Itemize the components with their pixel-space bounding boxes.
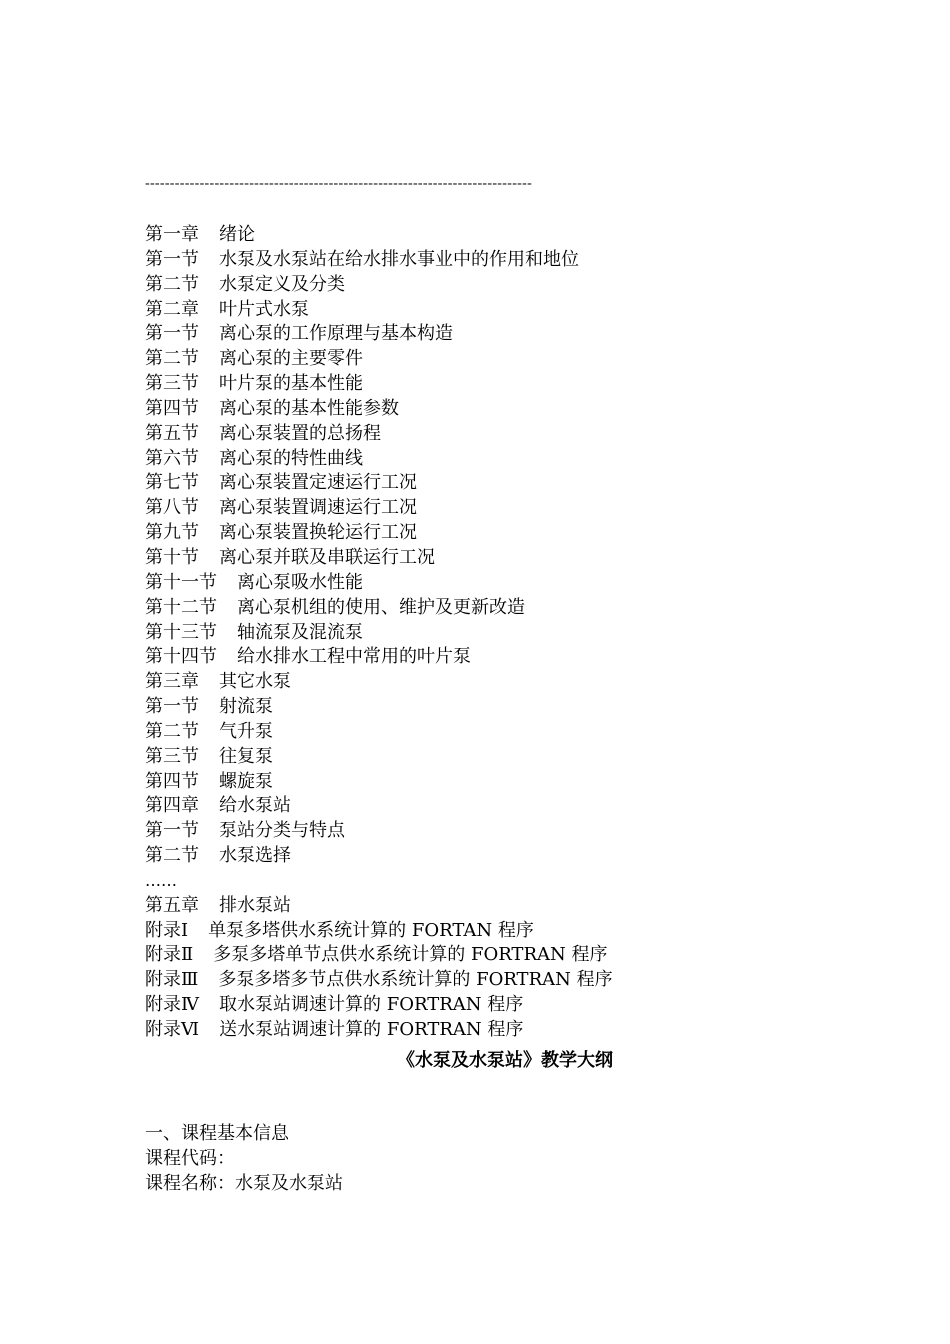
toc-entry-number: 第二章 [145,298,199,320]
toc-entry [145,496,613,521]
toc-entry [145,794,613,819]
toc-entry [145,1018,613,1043]
toc-entry-title: 离心泵的基本性能参数 [219,397,399,419]
toc-entry [145,248,613,273]
toc-entry [145,422,613,447]
toc-entry-number: 第十节 [145,546,199,568]
toc-entry [145,322,613,347]
toc-entry-number: 第九节 [145,522,199,544]
toc-entry [145,521,613,546]
toc-entry [145,844,613,869]
toc-entry-title: 叶片泵的基本性能 [219,373,363,395]
toc-entry-title: 离心泵吸水性能 [237,571,363,593]
toc-entry-number: 第七节 [145,472,199,494]
toc-entry-number: 第一节 [145,696,199,718]
toc-entry-title: 离心泵的主要零件 [219,348,363,370]
toc-entry [145,347,613,372]
toc-entry-number: 第一节 [145,323,199,345]
toc-entry [145,546,613,571]
toc-entry [145,447,613,472]
toc-entry-title: 水泵选择 [219,845,291,867]
toc-entry-title: 多泵多塔多节点供水系统计算的 FORTRAN 程序 [218,969,613,991]
toc-entry [145,397,613,422]
toc-entry [145,670,613,695]
toc-entry-number: 第五章 [145,894,199,916]
course-info [145,1121,343,1196]
toc-entry [145,471,613,496]
toc-entry [145,720,613,745]
toc-entry [145,770,613,795]
toc-entry-number: 第十二节 [145,596,217,618]
toc-entry-title: 叶片式水泵 [219,298,309,320]
toc-entry-title: 其它水泵 [219,671,291,693]
toc-entry-number: 第三节 [145,745,199,767]
course-info-line: 课程名称：水泵及水泵站 [145,1173,343,1194]
toc-ellipsis: …… [145,870,177,890]
toc-entry-number: 第八节 [145,497,199,519]
toc-entry-number: 第十三节 [145,621,217,643]
toc-entry-title: 送水泵站调速计算的 FORTRAN 程序 [219,1019,524,1040]
toc-entry-number: 附录Ⅵ [145,1019,200,1040]
toc-entry-number: 附录Ⅱ [145,944,194,966]
toc-entry-number: 第二节 [145,273,199,295]
course-info-line: 课程代码： [145,1148,235,1169]
toc-entry-title: 多泵多塔单节点供水系统计算的 FORTRAN 程序 [213,944,608,966]
toc-entry [145,645,613,670]
toc-entry-number: 第一节 [145,820,199,842]
syllabus-title: 《水泵及水泵站》教学大纲 [397,1050,613,1071]
toc-entry [145,298,613,323]
toc-entry-number: 第二节 [145,348,199,370]
toc-entry-title: 取水泵站调速计算的 FORTRAN 程序 [218,994,524,1016]
toc-entry-title: 轴流泵及混流泵 [237,621,363,643]
toc-entry [145,745,613,770]
toc-entry [145,919,613,944]
toc-entry-number: 附录Ⅳ [145,994,199,1016]
toc-entry-number: 附录Ⅰ [145,919,189,941]
toc-entry-title: 单泵多塔供水系统计算的 FORTAN 程序 [208,919,534,941]
table-of-contents [145,223,613,1043]
toc-entry-number: 第二节 [145,720,199,742]
toc-entry-title: 绪论 [219,224,255,245]
toc-entry-title: 水泵及水泵站在给水排水事业中的作用和地位 [219,248,579,270]
toc-entry [145,621,613,646]
toc-entry-number: 第一节 [145,248,199,270]
toc-entry-number: 第四章 [145,795,199,817]
toc-entry-title: 水泵定义及分类 [219,273,345,295]
toc-entry [145,993,613,1018]
toc-entry-title: 离心泵装置定速运行工况 [219,472,417,494]
toc-entry [145,869,613,894]
toc-entry [145,894,613,919]
toc-entry-title: 排水泵站 [219,894,291,916]
toc-entry-title: 离心泵的特性曲线 [219,447,363,469]
toc-entry-title: 离心泵装置调速运行工况 [219,497,417,519]
toc-entry-title: 往复泵 [219,745,273,767]
toc-entry-number: 第十一节 [145,571,217,593]
toc-entry-title: 离心泵装置的总扬程 [219,422,381,444]
toc-entry-title: 离心泵装置换轮运行工况 [219,522,417,544]
toc-entry [145,571,613,596]
course-info-line: 一、课程基本信息 [145,1123,289,1144]
toc-entry-number: 附录Ⅲ [145,969,199,991]
toc-entry-number: 第六节 [145,447,199,469]
divider-line: ------------------------------------------------------------------------------ [145,176,533,191]
toc-entry [145,596,613,621]
toc-entry-title: 给水泵站 [219,795,291,817]
toc-entry-number: 第五节 [145,422,199,444]
toc-entry [145,819,613,844]
toc-entry-title: 气升泵 [219,720,273,742]
toc-entry [145,695,613,720]
toc-entry-title: 离心泵的工作原理与基本构造 [219,323,453,345]
toc-entry [145,943,613,968]
toc-entry-number: 第三章 [145,671,199,693]
toc-entry-number: 第四节 [145,770,199,792]
toc-entry-number: 第二节 [145,845,199,867]
toc-entry-title: 给水排水工程中常用的叶片泵 [237,646,471,668]
toc-entry [145,372,613,397]
toc-entry [145,273,613,298]
toc-entry-title: 螺旋泵 [219,770,273,792]
toc-entry-title: 泵站分类与特点 [219,820,345,842]
toc-entry-title: 离心泵并联及串联运行工况 [219,546,435,568]
toc-entry-title: 射流泵 [219,696,273,718]
toc-entry-number: 第四节 [145,397,199,419]
toc-entry-number: 第一章 [145,224,199,245]
toc-entry [145,968,613,993]
toc-entry [145,223,613,248]
toc-entry-number: 第三节 [145,373,199,395]
toc-entry-number: 第十四节 [145,646,217,668]
toc-entry-title: 离心泵机组的使用、维护及更新改造 [237,596,525,618]
